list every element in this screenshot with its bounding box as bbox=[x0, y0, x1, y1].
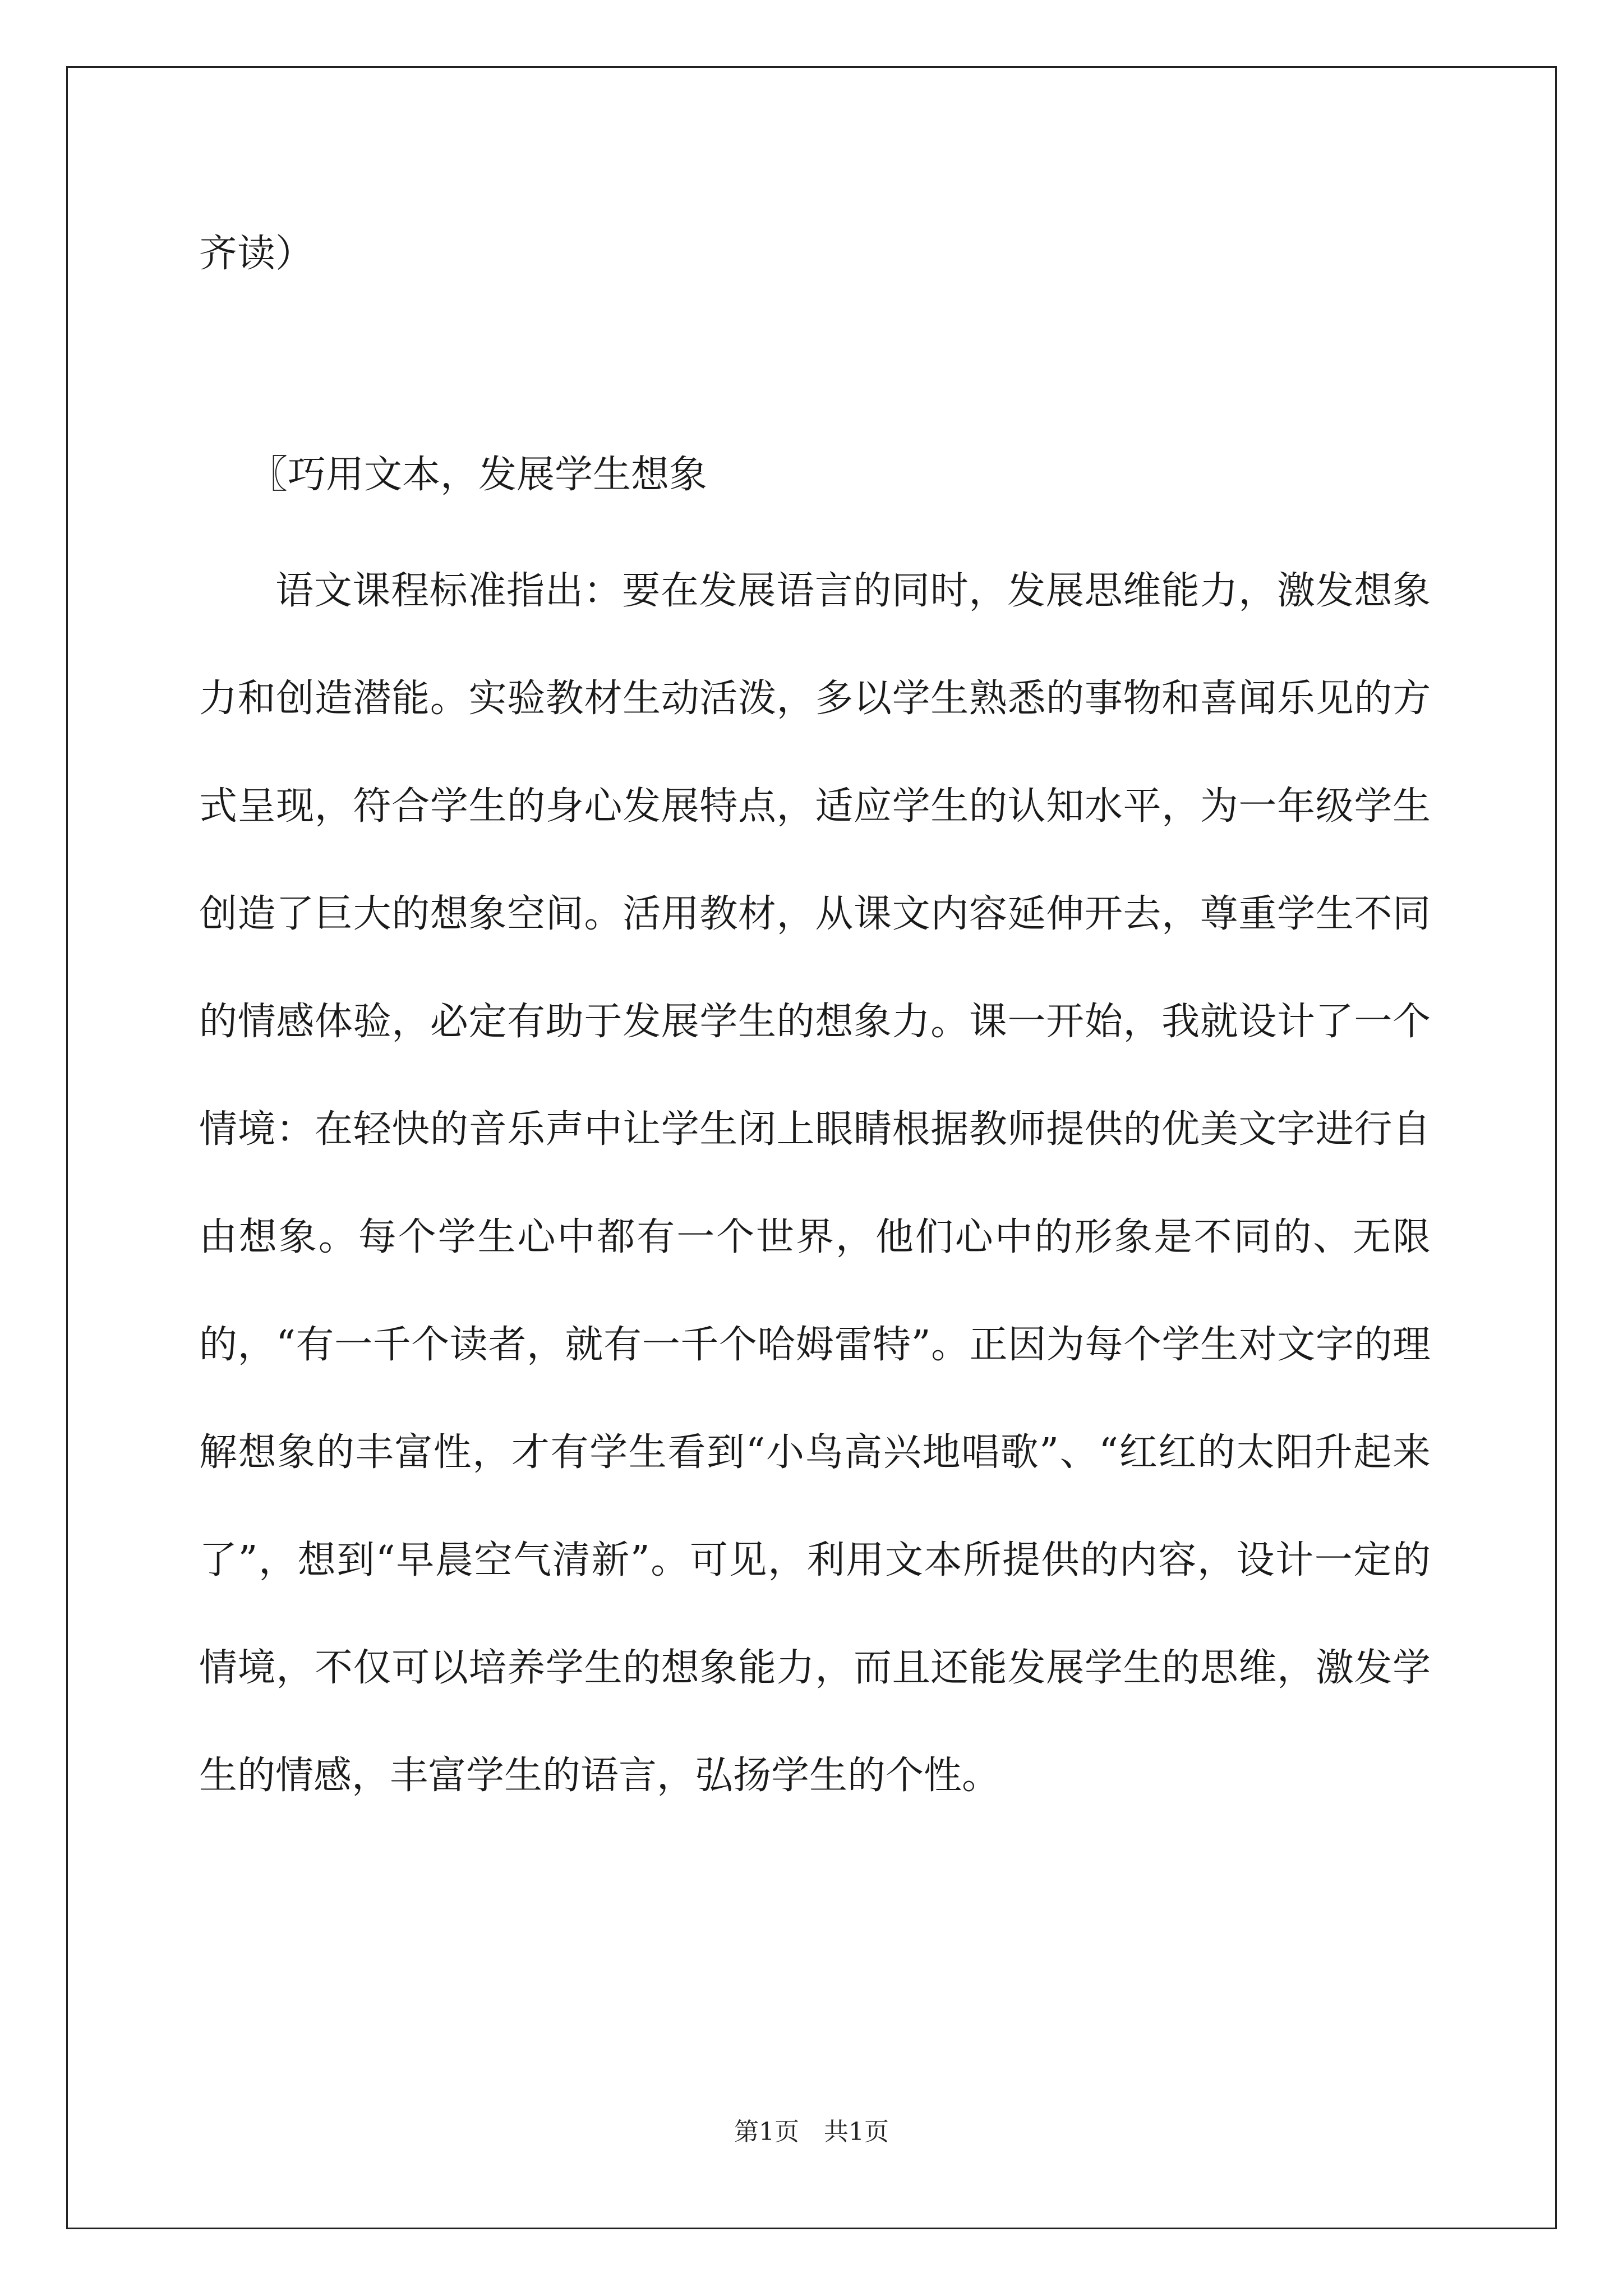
body-paragraph: 语文课程标准指出：要在发展语言的同时，发展思维能力，激发想象力和创造潜能。实验教材生动活泼，多以学生熟悉的事物和喜闻乐见的方式呈现，符合学生的身心发展特点，适应学生的认知水平，为一年级学生创造了巨大的想象空间。活用教材，从课文内容延伸开去，尊重学生不同的情感体验，必定有助于发展学生的想象力。课一开始，我就设计了一个情境：在轻快的音乐声中让学生闭上眼睛根据教师提供的优美文字进行自由想象。每个学生心中都有一个世界，他们心中的形象是不同的、无限的，“有一千个读者，就有一千个哈姆雷特”。正因为每个学生对文字的理解想象的丰富性，才有学生看到“小鸟高兴地唱歌”、“红红的太阳升起来了”，想到“早晨空气清新”。可见，利用文本所提供的内容，设计一定的情境，不仅可以培养学生的想象能力，而且还能发展学生的思维，激发学生的情感，丰富学生的语言，弘扬学生的个性。 bbox=[199, 569, 1431, 1798]
page-footer: 第1页 共1页 bbox=[734, 2118, 889, 2146]
top-fragment: 齐读） bbox=[199, 232, 314, 276]
section-heading: 〖巧用文本，发展学生想象 bbox=[250, 453, 708, 497]
